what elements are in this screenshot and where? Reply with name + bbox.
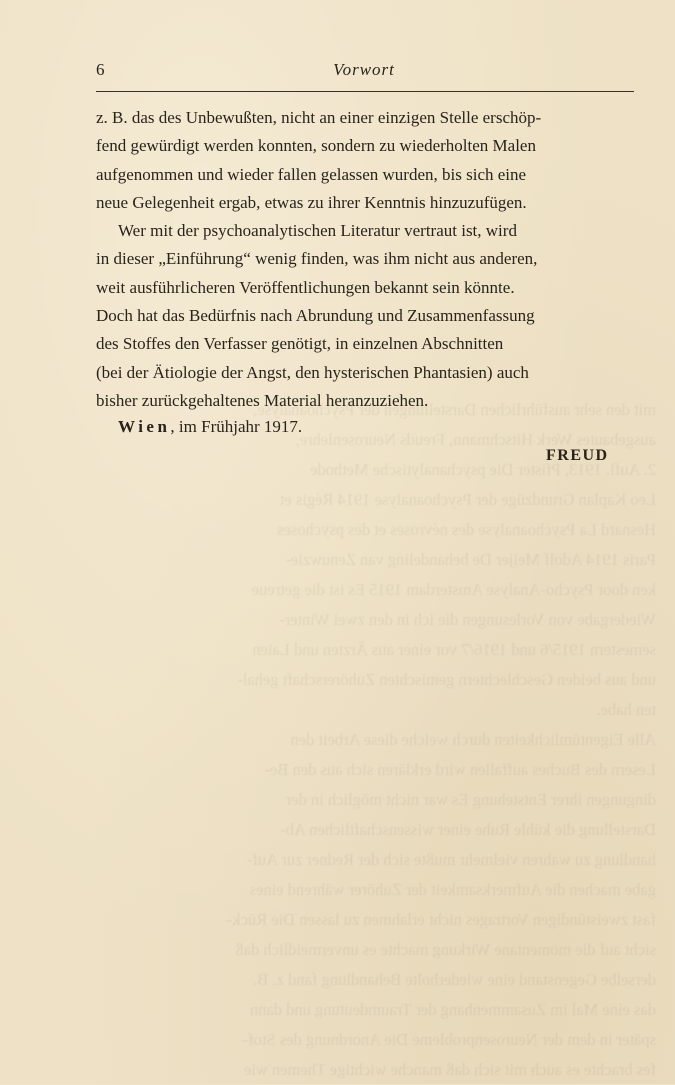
page-header: [96, 58, 632, 84]
text-line: aufgenommen und wieder fallen gelassen wurden, bis sich eine: [96, 164, 527, 184]
body-text: [96, 104, 634, 415]
text-line: in dieser „Einführung“ wenig finden, was ihm nicht aus anderen,: [96, 249, 538, 269]
text-line: neue Gelegenheit ergab, etwas zu ihrer Kenntnis hinzuzufügen.: [96, 192, 527, 212]
page-number: 6: [96, 60, 105, 79]
text-line: weit ausführlicheren Veröffentlichungen bekannt sein könnte.: [96, 277, 515, 297]
date-text: , im Frühjahr 1917.: [170, 417, 303, 436]
text-line: fend gewürdigt werden konnten, sondern zu wiederholten Malen: [96, 136, 536, 156]
text-line: (bei der Ätiologie der Angst, den hysterischen Phantasien) auch: [96, 362, 529, 382]
header-rule: [96, 91, 634, 92]
text-line: Doch hat das Bedürfnis nach Abrundung und Zusammenfassung: [96, 306, 535, 326]
text-line: z. B. das des Unbewußten, nicht an einer einzigen Stelle erschöp-: [96, 108, 542, 127]
text-line: des Stoffes den Verfasser genötigt, in einzelnen Abschnitten: [96, 334, 504, 354]
text-line: bisher zurückgehaltenes Material heranzuziehen.: [96, 390, 429, 410]
place-name: Wien: [118, 417, 171, 436]
text-line: Wer mit der psychoanalytischen Literatur vertraut ist, wird: [118, 221, 517, 241]
bleed-through-texture: mit den sehr ausführlichen Darstellungen der Psychoanalyse, ausgebautes Werk Hitschmann, Freuds Neurosenlehre, 2. Aufl. 1913, Pfister Die psychanalytische Methode Leo Kaplan Grundzüge der Psychoanalyse 1914 Régis et Hesnard La Psychoanalyse des névroses et des psychoses Paris 1914 Adolf Meijer De behandeling van Zenuwzie- ken door Psycho-Analyse Amsterdam 1915 Es ist die getreue Wiedergabe von Vorlesungen die ich in den zwei Winter- semestern 1915/6 und 1916/7 vor einer aus Ärzten und Laien und aus beiden Geschlechtern gemischten Zuhörerschaft gehal- ten habe. Alle Eigentümlichkeiten durch welche diese Arbeit den Lesern des Buches auffallen wird erklären sich aus den Be- dingungen ihrer Entstehung Es war nicht möglich in der Darstellung die kühle Ruhe einer wissenschaftlichen Ab- handlung zu wahren vielmehr mußte sich der Redner zur Auf- gabe machen die Aufmerksamkeit der Zuhörer während eines fast zweistündigen Vortrages nicht erlahmen zu lassen Die Rück- sicht auf die momentane Wirkung machte es unvermeidlich daß derselbe Gegenstand eine wiederholte Behandlung fand z. B. das eine Mal im Zusammenhang der Traumdeutung und dann später in dem der Neurosenprobleme Die Anordnung des Stof- fes brachte es auch mit sich daß manche wichtige Themen wie: [226, 400, 656, 1079]
running-title: Vorwort: [333, 60, 395, 79]
place-date-line: [118, 417, 302, 437]
author-signature: FREUD: [546, 447, 609, 464]
